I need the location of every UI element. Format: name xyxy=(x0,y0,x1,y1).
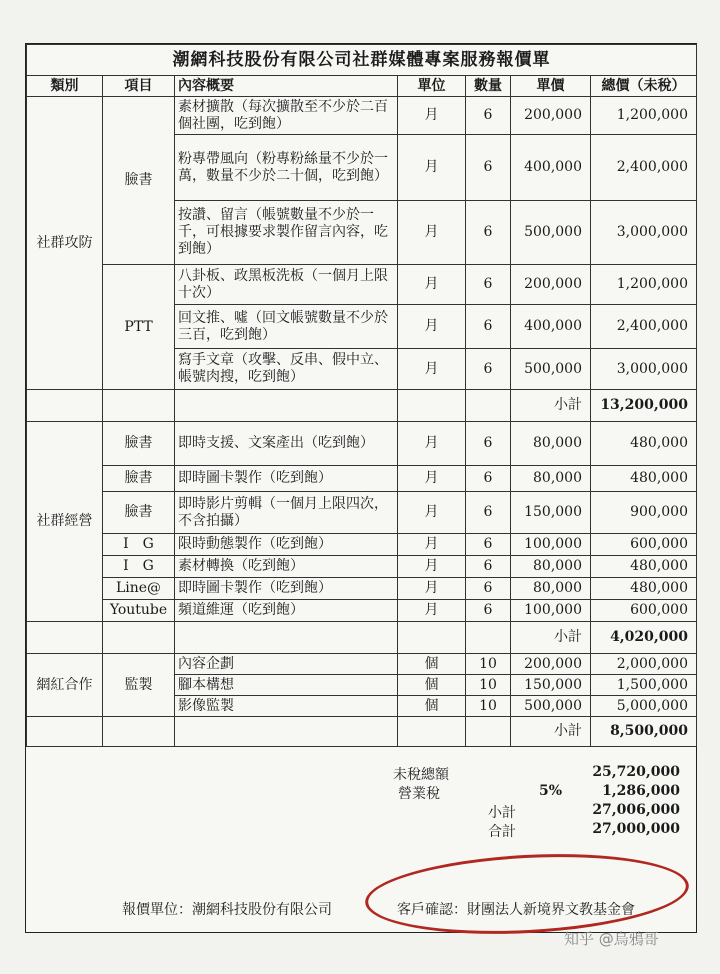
subtotal-value: 13,200,000 xyxy=(591,390,697,422)
grand-total-value: 27,000,000 xyxy=(592,821,680,837)
header-content: 內容概要 xyxy=(175,76,398,97)
content-cell: 素材擴散（每次擴散至不少於二百個社團，吃到飽） xyxy=(175,97,398,135)
unit-cell: 個 xyxy=(398,696,466,717)
table-row xyxy=(27,492,697,534)
table-row xyxy=(27,466,697,492)
price-cell: 500,000 xyxy=(511,696,591,717)
content-cell: 即時支援、文案產出（吃到飽） xyxy=(175,422,398,466)
content-cell: 即時影片剪輯（一個月上限四次，不含拍攝） xyxy=(175,492,398,534)
content-cell: 八卦板、政黑板洗板（一個月上限十次） xyxy=(175,265,398,305)
price-cell: 150,000 xyxy=(511,675,591,696)
total-cell: 1,500,000 xyxy=(591,675,697,696)
subtotal-label: 小計 xyxy=(511,390,591,422)
total-cell: 2,400,000 xyxy=(591,305,697,349)
content-cell: 粉專帶風向（粉專粉絲量不少於一萬，數量不少於二十個，吃到飽） xyxy=(175,135,398,201)
content-cell: 影像監製 xyxy=(175,696,398,717)
price-cell: 400,000 xyxy=(511,135,591,201)
unit-cell: 月 xyxy=(398,466,466,492)
tax-rate: 5% xyxy=(539,783,563,799)
price-cell: 400,000 xyxy=(511,305,591,349)
quotation-table xyxy=(26,44,697,747)
price-cell: 150,000 xyxy=(511,492,591,534)
tax-value: 1,286,000 xyxy=(602,783,680,799)
item-cell: I G xyxy=(103,556,175,578)
client-confirmation: 客戶確認：財團法人新境界文教基金會 xyxy=(397,902,635,918)
table-row xyxy=(27,265,697,305)
qty-cell: 6 xyxy=(466,556,511,578)
price-cell: 200,000 xyxy=(511,265,591,305)
qty-cell: 10 xyxy=(466,654,511,675)
header-category: 類別 xyxy=(27,76,103,97)
price-cell: 500,000 xyxy=(511,349,591,390)
header-unit: 單位 xyxy=(398,76,466,97)
qty-cell: 6 xyxy=(466,492,511,534)
header-price: 單價 xyxy=(511,76,591,97)
content-cell: 即時圖卡製作（吃到飽） xyxy=(175,578,398,600)
price-cell: 100,000 xyxy=(511,534,591,556)
total-cell: 3,000,000 xyxy=(591,201,697,265)
unit-cell: 月 xyxy=(398,305,466,349)
price-cell: 80,000 xyxy=(511,466,591,492)
total-cell: 600,000 xyxy=(591,600,697,622)
content-cell: 內容企劃 xyxy=(175,654,398,675)
total-cell: 3,000,000 xyxy=(591,349,697,390)
item-cell: 臉書 xyxy=(103,97,175,265)
subtotal-value: 4,020,000 xyxy=(591,622,697,654)
item-cell: 臉書 xyxy=(103,492,175,534)
price-cell: 500,000 xyxy=(511,201,591,265)
unit-cell: 月 xyxy=(398,422,466,466)
table-row xyxy=(27,534,697,556)
total-cell: 2,400,000 xyxy=(591,135,697,201)
tax-label: 營業稅 xyxy=(398,786,440,802)
category-cell: 網紅合作 xyxy=(27,654,103,717)
subtotal-label: 小計 xyxy=(511,622,591,654)
total-cell: 1,200,000 xyxy=(591,97,697,135)
qty-cell: 6 xyxy=(466,600,511,622)
total-subtotal-value: 27,006,000 xyxy=(592,802,680,818)
subtotal-row xyxy=(27,390,697,422)
qty-cell: 10 xyxy=(466,675,511,696)
table-row xyxy=(27,556,697,578)
table-row xyxy=(27,422,697,466)
header-total: 總價（未稅） xyxy=(591,76,697,97)
document-title: 潮網科技股份有限公司社群媒體專案服務報價單 xyxy=(27,45,697,76)
watermark: 知乎 @烏鴉哥 xyxy=(564,930,659,948)
header-item: 項目 xyxy=(103,76,175,97)
unit-cell: 月 xyxy=(398,349,466,390)
subtotal-value: 8,500,000 xyxy=(591,717,697,747)
unit-cell: 月 xyxy=(398,135,466,201)
category-cell: 社群經營 xyxy=(27,422,103,622)
price-cell: 100,000 xyxy=(511,600,591,622)
unit-cell: 月 xyxy=(398,600,466,622)
header-qty: 數量 xyxy=(466,76,511,97)
unit-cell: 月 xyxy=(398,201,466,265)
unit-cell: 個 xyxy=(398,654,466,675)
content-cell: 頻道維運（吃到飽） xyxy=(175,600,398,622)
quotation-sheet xyxy=(25,43,697,933)
content-cell: 按讚、留言（帳號數量不少於一千，可根據要求製作留言內容，吃到飽） xyxy=(175,201,398,265)
unit-cell: 月 xyxy=(398,265,466,305)
subtotal-row xyxy=(27,622,697,654)
qty-cell: 6 xyxy=(466,534,511,556)
unit-cell: 月 xyxy=(398,556,466,578)
content-cell: 腳本構想 xyxy=(175,675,398,696)
total-cell: 480,000 xyxy=(591,466,697,492)
total-cell: 2,000,000 xyxy=(591,654,697,675)
item-cell: PTT xyxy=(103,265,175,390)
unit-cell: 月 xyxy=(398,534,466,556)
table-row xyxy=(27,654,697,675)
quoter-line: 報價單位：潮網科技股份有限公司 xyxy=(122,902,332,918)
pretax-value: 25,720,000 xyxy=(592,764,680,780)
subtotal-label: 小計 xyxy=(511,717,591,747)
item-cell: 臉書 xyxy=(103,422,175,466)
qty-cell: 6 xyxy=(466,265,511,305)
qty-cell: 10 xyxy=(466,696,511,717)
total-cell: 5,000,000 xyxy=(591,696,697,717)
total-cell: 480,000 xyxy=(591,556,697,578)
category-cell: 社群攻防 xyxy=(27,97,103,390)
total-cell: 480,000 xyxy=(591,578,697,600)
item-cell: Line@ xyxy=(103,578,175,600)
qty-cell: 6 xyxy=(466,305,511,349)
qty-cell: 6 xyxy=(466,135,511,201)
qty-cell: 6 xyxy=(466,422,511,466)
header-row xyxy=(27,76,697,97)
unit-cell: 月 xyxy=(398,492,466,534)
qty-cell: 6 xyxy=(466,97,511,135)
price-cell: 200,000 xyxy=(511,97,591,135)
price-cell: 200,000 xyxy=(511,654,591,675)
qty-cell: 6 xyxy=(466,466,511,492)
qty-cell: 6 xyxy=(466,578,511,600)
price-cell: 80,000 xyxy=(511,578,591,600)
total-cell: 1,200,000 xyxy=(591,265,697,305)
unit-cell: 個 xyxy=(398,675,466,696)
qty-cell: 6 xyxy=(466,201,511,265)
subtotal-row xyxy=(27,717,697,747)
total-cell: 480,000 xyxy=(591,422,697,466)
unit-cell: 月 xyxy=(398,578,466,600)
item-cell: I G xyxy=(103,534,175,556)
table-row xyxy=(27,600,697,622)
content-cell: 限時動態製作（吃到飽） xyxy=(175,534,398,556)
table-row xyxy=(27,97,697,135)
item-cell: Youtube xyxy=(103,600,175,622)
price-cell: 80,000 xyxy=(511,422,591,466)
qty-cell: 6 xyxy=(466,349,511,390)
price-cell: 80,000 xyxy=(511,556,591,578)
item-cell: 監製 xyxy=(103,654,175,717)
total-subtotal-label: 小計 xyxy=(488,805,516,821)
content-cell: 寫手文章（攻擊、反串、假中立、帳號肉搜，吃到飽） xyxy=(175,349,398,390)
content-cell: 素材轉換（吃到飽） xyxy=(175,556,398,578)
item-cell: 臉書 xyxy=(103,466,175,492)
pretax-label: 未稅總額 xyxy=(393,767,449,783)
grand-total-label: 合計 xyxy=(488,824,516,840)
unit-cell: 月 xyxy=(398,97,466,135)
table-row xyxy=(27,578,697,600)
total-cell: 600,000 xyxy=(591,534,697,556)
total-cell: 900,000 xyxy=(591,492,697,534)
content-cell: 回文推、噓（回文帳號數量不少於三百，吃到飽） xyxy=(175,305,398,349)
content-cell: 即時圖卡製作（吃到飽） xyxy=(175,466,398,492)
